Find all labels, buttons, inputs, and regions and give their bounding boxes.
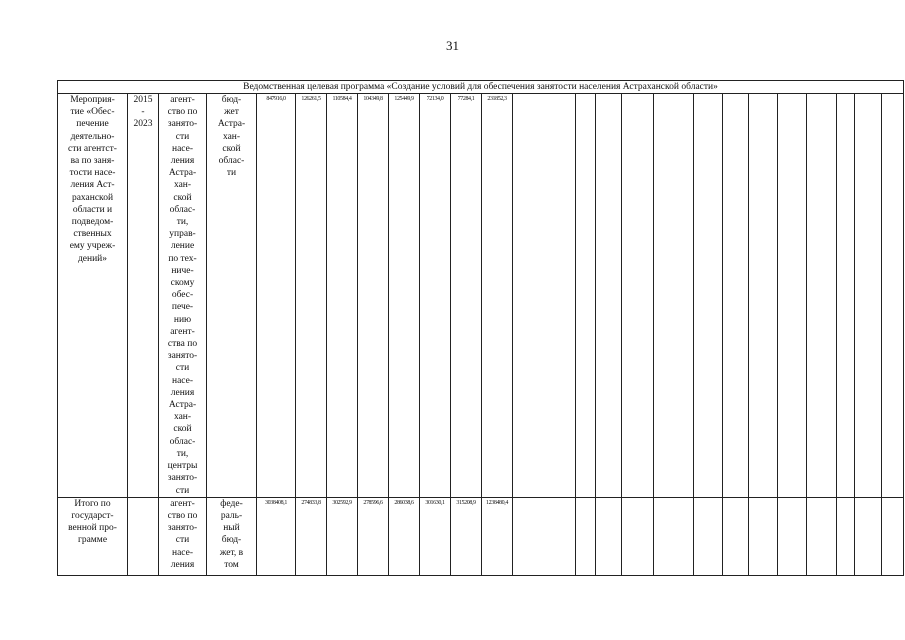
- value-cell: 72134,0: [420, 94, 451, 498]
- empty-cell: [807, 497, 837, 575]
- empty-cell: [723, 497, 749, 575]
- empty-cell: [694, 497, 723, 575]
- program-title-row: [58, 81, 904, 94]
- empty-cell: [694, 94, 723, 498]
- empty-cell: [882, 497, 904, 575]
- program-table: [57, 80, 904, 576]
- empty-cell: [513, 497, 576, 575]
- value-cell: 125449,9: [389, 94, 420, 498]
- table-row: [58, 94, 904, 498]
- empty-cell: [596, 497, 622, 575]
- value-cell: 315208,9: [451, 497, 482, 575]
- value-cell: 126261,5: [296, 94, 327, 498]
- empty-cell: [576, 497, 596, 575]
- empty-cell: [576, 94, 596, 498]
- table-row: [58, 497, 904, 575]
- period-cell: [128, 497, 159, 575]
- page-number: 31: [446, 38, 459, 53]
- value-cell: 274833,8: [296, 497, 327, 575]
- empty-cell: [596, 94, 622, 498]
- empty-cell: [882, 94, 904, 498]
- value-cell: 231852,3: [482, 94, 513, 498]
- empty-cell: [749, 497, 778, 575]
- value-cell: 77284,1: [451, 94, 482, 498]
- value-cell: 3038408,1: [257, 497, 296, 575]
- empty-cell: [622, 94, 654, 498]
- executor-cell: агент- ство по занято- сти насе- ления Астра- хан- ской облас- ти, управ- ление по тех- ниче- скому обес- пече- нию агент- ства по занято- сти насе- ления Астра- хан- ской облас- ти, центры занято- сти: [159, 94, 207, 498]
- empty-cell: [723, 94, 749, 498]
- empty-cell: [778, 94, 807, 498]
- value-cell: 110584,4: [327, 94, 358, 498]
- value-cell: 301630,1: [420, 497, 451, 575]
- empty-cell: [654, 94, 694, 498]
- empty-cell: [837, 497, 855, 575]
- activity-name-cell: Мероприя- тие «Обес- печение деятельно- сти агентст- ва по заня- тости насе- ления Аст- раханской области и подведом- ственных ему учреж- дений»: [58, 94, 128, 498]
- executor-cell: агент- ство по занято- сти насе- ления: [159, 497, 207, 575]
- program-title: Ведомственная целевая программа «Создание условий для обеспечения занятости населения Астраханской области»: [58, 81, 904, 94]
- value-cell: 278596,6: [358, 497, 389, 575]
- empty-cell: [654, 497, 694, 575]
- empty-cell: [855, 94, 882, 498]
- value-cell: 1238480,4: [482, 497, 513, 575]
- value-cell: 104349,8: [358, 94, 389, 498]
- total-name-cell: Итого по государст- венной про- грамме: [58, 497, 128, 575]
- empty-cell: [807, 94, 837, 498]
- value-cell: 847916,0: [257, 94, 296, 498]
- empty-cell: [513, 94, 576, 498]
- empty-cell: [749, 94, 778, 498]
- empty-cell: [622, 497, 654, 575]
- value-cell: 286038,6: [389, 497, 420, 575]
- funding-source-cell: бюд- жет Астра- хан- ской облас- ти: [207, 94, 257, 498]
- funding-source-cell: феде- раль- ный бюд- жет, в том: [207, 497, 257, 575]
- period-cell: 2015 - 2023: [128, 94, 159, 498]
- empty-cell: [837, 94, 855, 498]
- value-cell: 302592,9: [327, 497, 358, 575]
- empty-cell: [855, 497, 882, 575]
- empty-cell: [778, 497, 807, 575]
